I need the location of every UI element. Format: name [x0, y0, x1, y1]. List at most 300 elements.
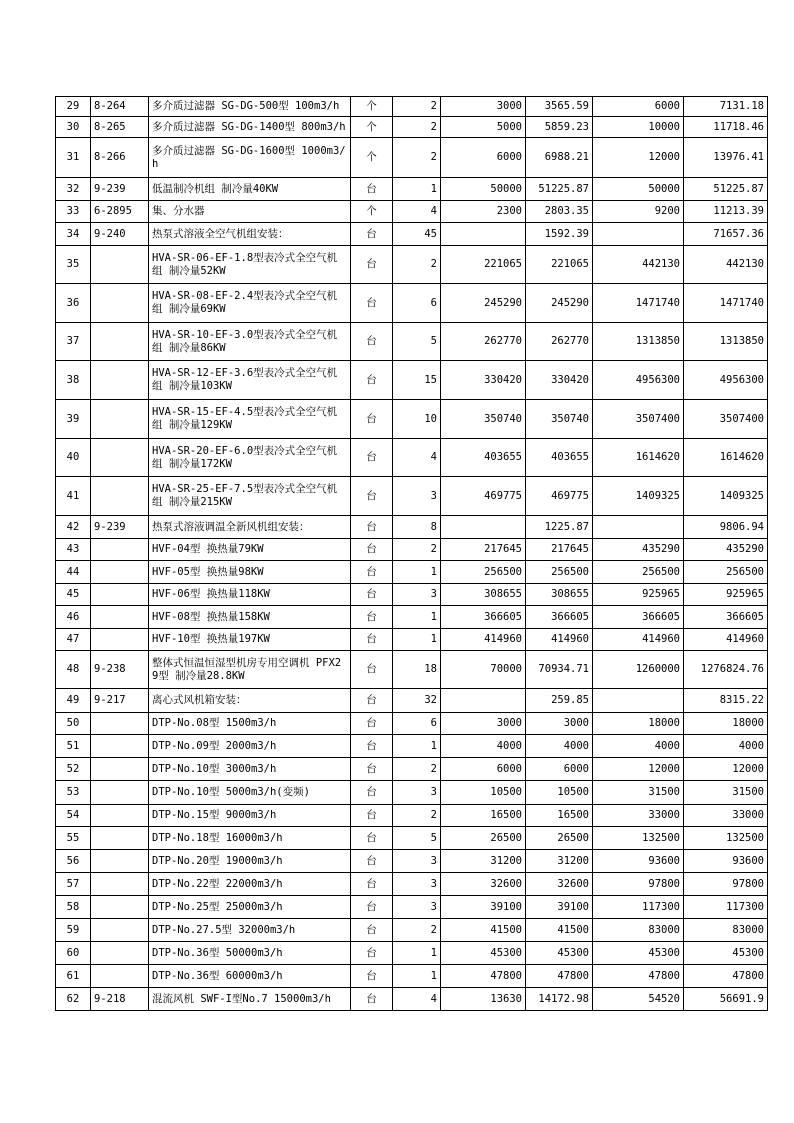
adjusted-total-cell: 97800 [684, 873, 768, 896]
table-row [56, 400, 768, 439]
quantity-cell: 2 [393, 117, 441, 138]
item-name-cell: DTP-No.10型 5000m3/h(变频) [149, 781, 351, 805]
adjusted-unit-price-cell: 245290 [526, 284, 593, 323]
unit-cell: 台 [351, 246, 393, 284]
row-number-cell: 45 [56, 584, 91, 606]
adjusted-unit-price-cell: 259.85 [526, 689, 593, 713]
adjusted-total-cell: 13976.41 [684, 138, 768, 178]
adjusted-unit-price-cell: 217645 [526, 539, 593, 561]
item-name-cell: DTP-No.36型 50000m3/h [149, 942, 351, 965]
table-row [56, 138, 768, 178]
total-cell: 256500 [593, 561, 684, 584]
total-cell: 12000 [593, 138, 684, 178]
row-number-cell: 57 [56, 873, 91, 896]
unit-cell: 台 [351, 758, 393, 781]
adjusted-total-cell: 11718.46 [684, 117, 768, 138]
item-code-cell [91, 873, 149, 896]
adjusted-total-cell: 442130 [684, 246, 768, 284]
unit-price-cell: 6000 [441, 758, 526, 781]
total-cell [593, 223, 684, 246]
row-number-cell: 58 [56, 896, 91, 919]
quote-table [55, 96, 768, 1011]
table-row [56, 561, 768, 584]
item-name-cell: DTP-No.10型 3000m3/h [149, 758, 351, 781]
unit-cell: 个 [351, 117, 393, 138]
quantity-cell: 10 [393, 400, 441, 439]
unit-cell: 台 [351, 284, 393, 323]
item-code-cell [91, 781, 149, 805]
item-name-cell: HVF-10型 换热量197KW [149, 629, 351, 651]
adjusted-unit-price-cell: 45300 [526, 942, 593, 965]
table-row [56, 284, 768, 323]
table-row [56, 117, 768, 138]
adjusted-total-cell: 33000 [684, 805, 768, 827]
adjusted-total-cell: 366605 [684, 606, 768, 629]
unit-price-cell: 41500 [441, 919, 526, 942]
row-number-cell: 47 [56, 629, 91, 651]
item-code-cell [91, 361, 149, 400]
quantity-cell: 3 [393, 584, 441, 606]
total-cell [593, 516, 684, 539]
adjusted-total-cell: 45300 [684, 942, 768, 965]
item-name-cell: 热泵式溶液全空气机组安装： [149, 223, 351, 246]
unit-price-cell: 403655 [441, 439, 526, 477]
quantity-cell: 3 [393, 477, 441, 516]
unit-cell: 台 [351, 584, 393, 606]
item-name-cell: DTP-No.20型 19000m3/h [149, 850, 351, 873]
quantity-cell: 2 [393, 805, 441, 827]
unit-cell: 台 [351, 873, 393, 896]
item-code-cell [91, 539, 149, 561]
adjusted-unit-price-cell: 51225.87 [526, 178, 593, 201]
unit-cell: 台 [351, 323, 393, 361]
row-number-cell: 54 [56, 805, 91, 827]
item-name-cell: 整体式恒温恒湿型机房专用空调机 PFX29型 制冷量28.8KW [149, 651, 351, 689]
unit-cell: 台 [351, 439, 393, 477]
unit-price-cell: 13630 [441, 988, 526, 1011]
row-number-cell: 52 [56, 758, 91, 781]
adjusted-unit-price-cell: 39100 [526, 896, 593, 919]
adjusted-unit-price-cell: 469775 [526, 477, 593, 516]
adjusted-total-cell: 256500 [684, 561, 768, 584]
unit-cell: 台 [351, 896, 393, 919]
adjusted-total-cell: 1276824.76 [684, 651, 768, 689]
quantity-cell: 4 [393, 988, 441, 1011]
row-number-cell: 38 [56, 361, 91, 400]
unit-cell: 台 [351, 516, 393, 539]
row-number-cell: 55 [56, 827, 91, 850]
unit-price-cell: 330420 [441, 361, 526, 400]
item-name-cell: 多介质过滤器 SG-DG-1400型 800m3/h [149, 117, 351, 138]
unit-price-cell: 3000 [441, 713, 526, 735]
unit-price-cell [441, 689, 526, 713]
item-code-cell [91, 713, 149, 735]
row-number-cell: 43 [56, 539, 91, 561]
unit-cell: 台 [351, 651, 393, 689]
table-row [56, 223, 768, 246]
quantity-cell: 2 [393, 919, 441, 942]
row-number-cell: 31 [56, 138, 91, 178]
total-cell: 93600 [593, 850, 684, 873]
total-cell: 9200 [593, 201, 684, 223]
item-code-cell: 8-266 [91, 138, 149, 178]
row-number-cell: 46 [56, 606, 91, 629]
item-code-cell [91, 942, 149, 965]
adjusted-unit-price-cell: 6988.21 [526, 138, 593, 178]
unit-cell: 台 [351, 689, 393, 713]
unit-cell: 台 [351, 223, 393, 246]
item-name-cell: 多介质过滤器 SG-DG-1600型 1000m3/h [149, 138, 351, 178]
unit-cell: 台 [351, 561, 393, 584]
row-number-cell: 33 [56, 201, 91, 223]
total-cell: 12000 [593, 758, 684, 781]
item-code-cell [91, 439, 149, 477]
table-row [56, 735, 768, 758]
adjusted-total-cell: 11213.39 [684, 201, 768, 223]
adjusted-unit-price-cell: 26500 [526, 827, 593, 850]
unit-price-cell: 308655 [441, 584, 526, 606]
unit-cell: 台 [351, 781, 393, 805]
item-code-cell: 8-264 [91, 97, 149, 117]
item-code-cell [91, 477, 149, 516]
quantity-cell: 1 [393, 178, 441, 201]
unit-cell: 台 [351, 965, 393, 988]
row-number-cell: 42 [56, 516, 91, 539]
item-code-cell: 9-240 [91, 223, 149, 246]
quantity-cell: 1 [393, 561, 441, 584]
table-row [56, 361, 768, 400]
table-row [56, 651, 768, 689]
item-code-cell [91, 758, 149, 781]
item-code-cell [91, 629, 149, 651]
table-row [56, 97, 768, 117]
adjusted-unit-price-cell: 70934.71 [526, 651, 593, 689]
adjusted-unit-price-cell: 14172.98 [526, 988, 593, 1011]
adjusted-unit-price-cell: 3565.59 [526, 97, 593, 117]
total-cell: 33000 [593, 805, 684, 827]
table-row [56, 942, 768, 965]
total-cell: 435290 [593, 539, 684, 561]
table-row [56, 988, 768, 1011]
total-cell: 414960 [593, 629, 684, 651]
unit-price-cell: 6000 [441, 138, 526, 178]
adjusted-unit-price-cell: 262770 [526, 323, 593, 361]
unit-cell: 台 [351, 919, 393, 942]
unit-price-cell [441, 223, 526, 246]
quantity-cell: 2 [393, 97, 441, 117]
adjusted-total-cell: 414960 [684, 629, 768, 651]
table-row [56, 178, 768, 201]
item-name-cell: HVA-SR-08-EF-2.4型表冷式全空气机组 制冷量69KW [149, 284, 351, 323]
unit-price-cell: 39100 [441, 896, 526, 919]
item-code-cell: 6-2895 [91, 201, 149, 223]
table-row [56, 246, 768, 284]
adjusted-unit-price-cell: 10500 [526, 781, 593, 805]
unit-price-cell: 32600 [441, 873, 526, 896]
quantity-cell: 3 [393, 781, 441, 805]
item-code-cell: 9-239 [91, 516, 149, 539]
unit-price-cell: 70000 [441, 651, 526, 689]
adjusted-unit-price-cell: 31200 [526, 850, 593, 873]
unit-price-cell: 256500 [441, 561, 526, 584]
adjusted-total-cell: 1471740 [684, 284, 768, 323]
unit-cell: 台 [351, 827, 393, 850]
row-number-cell: 48 [56, 651, 91, 689]
unit-price-cell: 262770 [441, 323, 526, 361]
adjusted-unit-price-cell: 16500 [526, 805, 593, 827]
item-name-cell: HVF-06型 换热量118KW [149, 584, 351, 606]
adjusted-total-cell: 4000 [684, 735, 768, 758]
table-row [56, 201, 768, 223]
row-number-cell: 32 [56, 178, 91, 201]
unit-price-cell: 469775 [441, 477, 526, 516]
item-code-cell [91, 323, 149, 361]
adjusted-unit-price-cell: 403655 [526, 439, 593, 477]
quantity-cell: 1 [393, 629, 441, 651]
item-name-cell: DTP-No.09型 2000m3/h [149, 735, 351, 758]
total-cell: 50000 [593, 178, 684, 201]
table-row [56, 439, 768, 477]
item-name-cell: DTP-No.25型 25000m3/h [149, 896, 351, 919]
total-cell: 83000 [593, 919, 684, 942]
table-row [56, 758, 768, 781]
total-cell: 442130 [593, 246, 684, 284]
total-cell: 1471740 [593, 284, 684, 323]
unit-price-cell: 350740 [441, 400, 526, 439]
unit-price-cell: 31200 [441, 850, 526, 873]
table-row [56, 873, 768, 896]
adjusted-total-cell: 93600 [684, 850, 768, 873]
adjusted-total-cell: 71657.36 [684, 223, 768, 246]
row-number-cell: 49 [56, 689, 91, 713]
item-name-cell: 集、分水器 [149, 201, 351, 223]
total-cell: 366605 [593, 606, 684, 629]
table-row [56, 539, 768, 561]
item-code-cell [91, 919, 149, 942]
item-code-cell [91, 246, 149, 284]
adjusted-total-cell: 47800 [684, 965, 768, 988]
adjusted-unit-price-cell: 6000 [526, 758, 593, 781]
item-code-cell: 9-218 [91, 988, 149, 1011]
total-cell: 1614620 [593, 439, 684, 477]
adjusted-unit-price-cell: 4000 [526, 735, 593, 758]
total-cell: 132500 [593, 827, 684, 850]
quantity-cell: 15 [393, 361, 441, 400]
unit-price-cell: 2300 [441, 201, 526, 223]
item-name-cell: 多介质过滤器 SG-DG-500型 100m3/h [149, 97, 351, 117]
table-row [56, 781, 768, 805]
adjusted-unit-price-cell: 32600 [526, 873, 593, 896]
total-cell: 54520 [593, 988, 684, 1011]
adjusted-unit-price-cell: 5859.23 [526, 117, 593, 138]
item-name-cell: 热泵式溶液调温全新风机组安装： [149, 516, 351, 539]
adjusted-unit-price-cell: 330420 [526, 361, 593, 400]
item-name-cell: HVF-04型 换热量79KW [149, 539, 351, 561]
adjusted-unit-price-cell: 350740 [526, 400, 593, 439]
item-code-cell: 9-217 [91, 689, 149, 713]
quantity-cell: 2 [393, 246, 441, 284]
item-name-cell: DTP-No.18型 16000m3/h [149, 827, 351, 850]
adjusted-total-cell: 56691.9 [684, 988, 768, 1011]
quantity-cell: 2 [393, 758, 441, 781]
table-row [56, 606, 768, 629]
unit-price-cell: 50000 [441, 178, 526, 201]
item-code-cell [91, 735, 149, 758]
quantity-cell: 6 [393, 713, 441, 735]
unit-price-cell: 5000 [441, 117, 526, 138]
table-row [56, 323, 768, 361]
item-code-cell [91, 850, 149, 873]
quantity-cell: 3 [393, 850, 441, 873]
table-row [56, 516, 768, 539]
item-code-cell [91, 606, 149, 629]
item-name-cell: DTP-No.22型 22000m3/h [149, 873, 351, 896]
quantity-cell: 1 [393, 735, 441, 758]
row-number-cell: 29 [56, 97, 91, 117]
total-cell: 1260000 [593, 651, 684, 689]
unit-cell: 个 [351, 97, 393, 117]
total-cell: 97800 [593, 873, 684, 896]
quantity-cell: 32 [393, 689, 441, 713]
item-code-cell [91, 896, 149, 919]
item-code-cell [91, 284, 149, 323]
unit-price-cell: 221065 [441, 246, 526, 284]
item-code-cell [91, 827, 149, 850]
unit-cell: 台 [351, 805, 393, 827]
adjusted-total-cell: 7131.18 [684, 97, 768, 117]
adjusted-total-cell: 435290 [684, 539, 768, 561]
row-number-cell: 37 [56, 323, 91, 361]
adjusted-total-cell: 83000 [684, 919, 768, 942]
unit-cell: 台 [351, 942, 393, 965]
table-row [56, 584, 768, 606]
table-row [56, 805, 768, 827]
unit-price-cell: 245290 [441, 284, 526, 323]
adjusted-unit-price-cell: 256500 [526, 561, 593, 584]
row-number-cell: 61 [56, 965, 91, 988]
item-name-cell: HVA-SR-10-EF-3.0型表冷式全空气机组 制冷量86KW [149, 323, 351, 361]
unit-price-cell: 16500 [441, 805, 526, 827]
quantity-cell: 45 [393, 223, 441, 246]
total-cell: 1313850 [593, 323, 684, 361]
item-name-cell: DTP-No.15型 9000m3/h [149, 805, 351, 827]
adjusted-total-cell: 132500 [684, 827, 768, 850]
unit-cell: 台 [351, 735, 393, 758]
row-number-cell: 36 [56, 284, 91, 323]
adjusted-total-cell: 12000 [684, 758, 768, 781]
unit-cell: 台 [351, 606, 393, 629]
table-row [56, 850, 768, 873]
adjusted-total-cell: 925965 [684, 584, 768, 606]
item-name-cell: HVA-SR-15-EF-4.5型表冷式全空气机组 制冷量129KW [149, 400, 351, 439]
row-number-cell: 60 [56, 942, 91, 965]
total-cell: 4956300 [593, 361, 684, 400]
adjusted-unit-price-cell: 47800 [526, 965, 593, 988]
item-name-cell: HVA-SR-06-EF-1.8型表冷式全空气机组 制冷量52KW [149, 246, 351, 284]
table-row [56, 827, 768, 850]
unit-cell: 个 [351, 201, 393, 223]
unit-price-cell: 26500 [441, 827, 526, 850]
adjusted-total-cell: 9806.94 [684, 516, 768, 539]
total-cell: 117300 [593, 896, 684, 919]
adjusted-unit-price-cell: 1225.87 [526, 516, 593, 539]
row-number-cell: 39 [56, 400, 91, 439]
item-name-cell: HVA-SR-20-EF-6.0型表冷式全空气机组 制冷量172KW [149, 439, 351, 477]
quantity-cell: 1 [393, 942, 441, 965]
adjusted-unit-price-cell: 2803.35 [526, 201, 593, 223]
quantity-cell: 4 [393, 201, 441, 223]
unit-price-cell: 366605 [441, 606, 526, 629]
table-row [56, 896, 768, 919]
unit-cell: 台 [351, 539, 393, 561]
item-name-cell: 离心式风机箱安装： [149, 689, 351, 713]
table-row [56, 477, 768, 516]
adjusted-unit-price-cell: 366605 [526, 606, 593, 629]
unit-price-cell: 10500 [441, 781, 526, 805]
item-name-cell: 混流风机 SWF-I型No.7 15000m3/h [149, 988, 351, 1011]
item-name-cell: HVA-SR-12-EF-3.6型表冷式全空气机组 制冷量103KW [149, 361, 351, 400]
adjusted-unit-price-cell: 414960 [526, 629, 593, 651]
total-cell: 47800 [593, 965, 684, 988]
item-code-cell: 8-265 [91, 117, 149, 138]
item-code-cell [91, 965, 149, 988]
adjusted-total-cell: 4956300 [684, 361, 768, 400]
unit-cell: 台 [351, 629, 393, 651]
quantity-cell: 2 [393, 539, 441, 561]
unit-cell: 台 [351, 178, 393, 201]
total-cell: 6000 [593, 97, 684, 117]
row-number-cell: 62 [56, 988, 91, 1011]
row-number-cell: 53 [56, 781, 91, 805]
item-name-cell: DTP-No.36型 60000m3/h [149, 965, 351, 988]
row-number-cell: 34 [56, 223, 91, 246]
quantity-cell: 8 [393, 516, 441, 539]
item-name-cell: 低温制冷机组 制冷量40KW [149, 178, 351, 201]
row-number-cell: 51 [56, 735, 91, 758]
quantity-cell: 1 [393, 606, 441, 629]
unit-price-cell: 3000 [441, 97, 526, 117]
row-number-cell: 56 [56, 850, 91, 873]
row-number-cell: 30 [56, 117, 91, 138]
item-name-cell: DTP-No.08型 1500m3/h [149, 713, 351, 735]
row-number-cell: 35 [56, 246, 91, 284]
quantity-cell: 6 [393, 284, 441, 323]
adjusted-total-cell: 18000 [684, 713, 768, 735]
adjusted-unit-price-cell: 3000 [526, 713, 593, 735]
total-cell: 31500 [593, 781, 684, 805]
unit-price-cell: 217645 [441, 539, 526, 561]
table-row [56, 689, 768, 713]
row-number-cell: 50 [56, 713, 91, 735]
quantity-cell: 1 [393, 965, 441, 988]
item-code-cell [91, 584, 149, 606]
quantity-cell: 5 [393, 827, 441, 850]
adjusted-unit-price-cell: 1592.39 [526, 223, 593, 246]
unit-cell: 台 [351, 400, 393, 439]
quantity-cell: 4 [393, 439, 441, 477]
item-code-cell: 9-239 [91, 178, 149, 201]
unit-cell: 台 [351, 850, 393, 873]
item-code-cell [91, 561, 149, 584]
row-number-cell: 41 [56, 477, 91, 516]
adjusted-total-cell: 3507400 [684, 400, 768, 439]
item-name-cell: HVA-SR-25-EF-7.5型表冷式全空气机组 制冷量215KW [149, 477, 351, 516]
unit-cell: 台 [351, 361, 393, 400]
unit-price-cell: 47800 [441, 965, 526, 988]
table-row [56, 713, 768, 735]
quantity-cell: 18 [393, 651, 441, 689]
adjusted-total-cell: 117300 [684, 896, 768, 919]
